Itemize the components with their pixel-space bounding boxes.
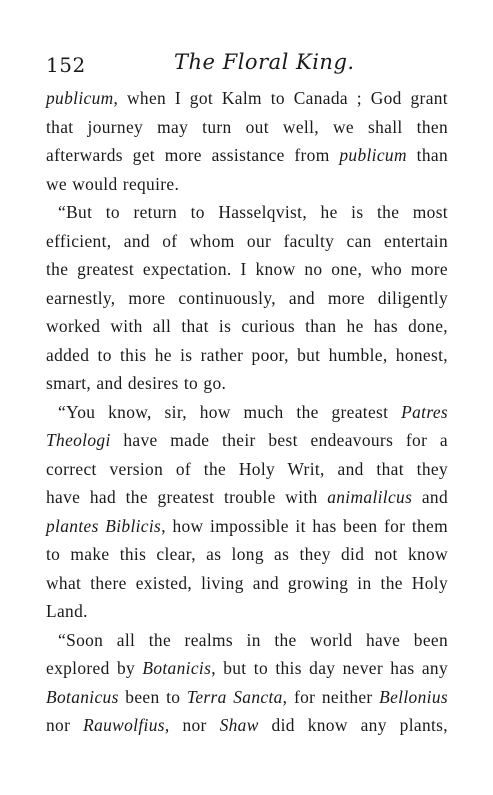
text-line (46, 255, 448, 284)
text-line (46, 398, 448, 427)
text-run: , when I got Kalm to Canada ; God grant (113, 88, 448, 108)
text-line (46, 284, 448, 313)
text-run: smart, and desires to go. (46, 373, 227, 393)
text-line (46, 84, 448, 113)
text-line (46, 483, 448, 512)
text-run: have had the greatest trouble with (46, 487, 328, 507)
italic-text: Botanicus (46, 686, 119, 707)
text-run: did know any plants, (258, 715, 448, 735)
text-line (46, 597, 448, 626)
italic-text: Theologi (46, 430, 111, 450)
text-run: have made their best endeavours for a (110, 430, 448, 450)
page-number: 152 (46, 53, 86, 77)
running-title: The Floral King. (174, 50, 355, 74)
text-run: Land. (46, 601, 88, 621)
text-run: , but to this day never has any (211, 658, 449, 678)
text-run: what there existed, living and growing in the Holy (46, 572, 448, 593)
text-run: earnestly, more continuously, and more diligently (46, 287, 448, 308)
text-run: and (412, 487, 448, 507)
page-header (46, 50, 448, 84)
italic-text: publicum (339, 145, 407, 165)
text-line (46, 426, 448, 455)
text-line (46, 455, 448, 484)
italic-text: Terra Sancta (186, 686, 283, 707)
text-run: the greatest expectation. I know no one, who more (46, 259, 448, 279)
italic-text: Shaw (219, 715, 259, 735)
text-line (46, 626, 448, 655)
italic-text: Bellonius (379, 686, 448, 707)
text-run: been to (118, 686, 187, 707)
text-line (46, 141, 448, 170)
text-run: “But to return to Hasselqvist, he is the most (58, 202, 448, 222)
text-line (46, 341, 448, 370)
text-run: afterwards get more assistance from (46, 145, 340, 165)
paragraph (46, 626, 448, 740)
text-run: that journey may turn out well, we shall then (46, 116, 448, 137)
text-run: “You know, sir, how much the greatest (58, 401, 402, 422)
italic-text: Rauwolfius (83, 715, 165, 735)
text-line (46, 654, 448, 683)
text-run: efficient, and of whom our faculty can entertain (46, 230, 448, 251)
text-line (46, 512, 448, 541)
text-run: correct version of the Holy Writ, and that they (46, 458, 448, 479)
italic-text: Botanicis (142, 658, 212, 678)
text-line (46, 683, 448, 712)
italic-text: Patres (401, 401, 448, 422)
book-page (46, 50, 448, 740)
text-run: , how impossible it has been for them (161, 515, 448, 536)
italic-text: plantes Biblicis (46, 515, 162, 536)
text-run: explored by (46, 658, 143, 678)
text-run: , for neither (282, 686, 380, 707)
text-line (46, 170, 448, 199)
text-run: we would require. (46, 173, 180, 194)
text-run: nor (46, 715, 84, 735)
text-run: added to this he is rather poor, but humble, honest, (46, 344, 448, 365)
text-line (46, 569, 448, 598)
text-line (46, 198, 448, 227)
text-run: “Soon all the realms in the world have been (58, 629, 448, 650)
text-line (46, 227, 448, 256)
text-run: than (406, 145, 448, 165)
italic-text: publicum (46, 88, 114, 108)
text-line (46, 113, 448, 142)
text-run: , nor (164, 715, 220, 735)
paragraph (46, 84, 448, 198)
text-run: to make this clear, as long as they did not know (46, 544, 448, 564)
text-line (46, 312, 448, 341)
text-line (46, 369, 448, 398)
paragraph (46, 198, 448, 398)
body-text (46, 84, 448, 740)
italic-text: animalilcus (327, 487, 413, 507)
text-run: worked with all that is curious than he has done, (46, 316, 448, 336)
text-line (46, 540, 448, 569)
text-line (46, 711, 448, 740)
paragraph (46, 398, 448, 626)
